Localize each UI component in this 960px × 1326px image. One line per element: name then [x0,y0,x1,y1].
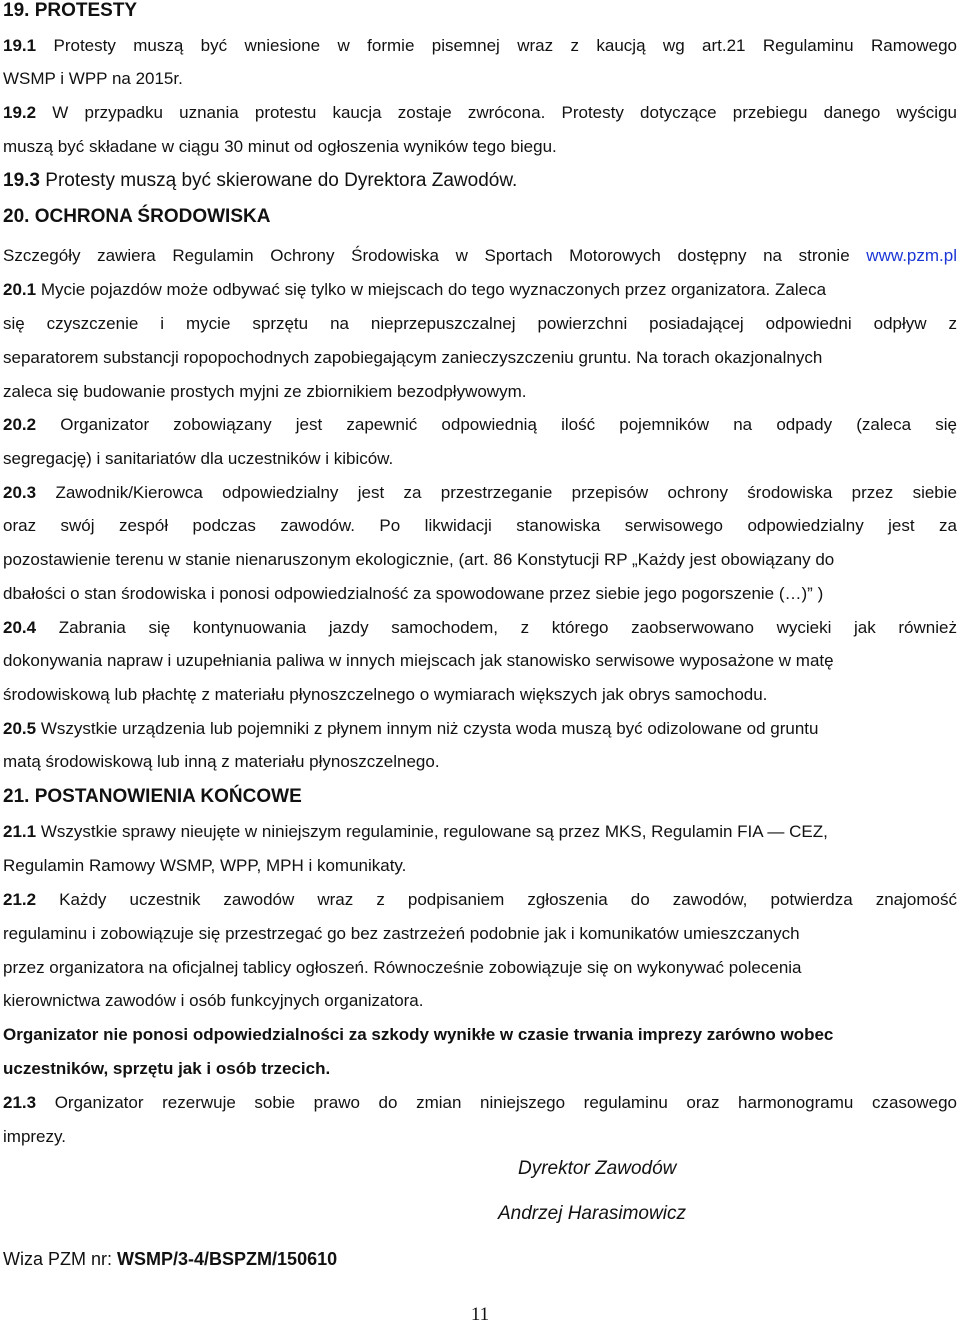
paragraph-number: 21.2 [3,890,37,909]
paragraph-number: 20.4 [3,618,37,637]
liability-statement-line-2: uczestników, sprzętu jak i osób trzecich. [3,1059,331,1078]
visa-label: Wiza PZM nr: [3,1249,113,1269]
paragraph-20-3-line-2: oraz swój zespół podczas zawodów. Po likwidacji stanowiska serwisowego odpowiedzialny jest za [3,516,957,535]
paragraph-21-1-line-1: 21.1 Wszystkie sprawy nieujęte w niniejszym regulaminie, regulowane są przez MKS, Regulamin FIA — CEZ, [3,822,828,841]
visa-number: WSMP/3-4/BSPZM/150610 [117,1249,338,1269]
paragraph-19-2-line-1: 19.2 W przypadku uznania protestu kaucja zostaje zwrócona. Protesty dotyczące przebiegu danego wyścigu [3,103,957,122]
paragraph-20-4-line-3: środowiskową lub płachtę z materiału płynoszczelnego o wymiarach większych jak obrys samochodu. [3,685,768,704]
paragraph-21-1-line-2: Regulamin Ramowy WSMP, WPP, MPH i komunikaty. [3,856,407,875]
paragraph-20-1-line-3: separatorem substancji ropopochodnych zapobiegającym zanieczyszczeniu gruntu. Na torach okazjonalnych [3,348,823,367]
paragraph-19-3: 19.3 Protesty muszą być skierowane do Dyrektora Zawodów. [3,170,518,191]
paragraph-19-1-line-2: WSMP i WPP na 2015r. [3,69,183,88]
paragraph-20-1-line-4: zaleca się budowanie prostych myjni ze zbiornikiem bezodpływowym. [3,382,527,401]
paragraph-number: 19.3 [3,170,40,191]
paragraph-20-1-line-1: 20.1 Mycie pojazdów może odbywać się tylko w miejscach do tego wyznaczonych przez organizatora. Zaleca [3,280,827,299]
section-21-heading: 21. POSTANOWIENIA KOŃCOWE [3,786,302,807]
paragraph-20-3-line-4: dbałości o stan środowiska i ponosi odpowiedzialność za spowodowane przez siebie jego pogorszenie (…)” ) [3,584,824,603]
section-20-heading: 20. OCHRONA ŚRODOWISKA [3,206,271,227]
paragraph-number: 20.1 [3,280,37,299]
paragraph-number: 21.1 [3,822,37,841]
paragraph-21-2-line-2: regulaminu i zobowiązuje się przestrzegać go bez zastrzeżeń podobnie jak i komunikatów umieszczanych [3,924,800,943]
paragraph-number: 20.5 [3,719,37,738]
paragraph-20-4-line-2: dokonywania napraw i uzupełniania paliwa w innych miejscach jak stanowisko serwisowe wyposażone w matę [3,651,834,670]
paragraph-19-2-line-2: muszą być składane w ciągu 30 minut od ogłoszenia wyników tego biegu. [3,137,557,156]
paragraph-20-3-line-3: pozostawienie terenu w stanie nienaruszonym ekologicznie, (art. 86 Konstytucji RP „Każdy jest obowiązany do [3,550,835,569]
paragraph-number: 19.2 [3,103,37,122]
signature-title: Dyrektor Zawodów [518,1158,677,1179]
paragraph-20-2-line-2: segregację) i sanitariatów dla uczestników i kibiców. [3,449,394,468]
paragraph-21-2-line-1: 21.2 Każdy uczestnik zawodów wraz z podpisaniem zgłoszenia do zawodów, potwierdza znajomość [3,890,957,909]
signature-name: Andrzej Harasimowicz [498,1203,686,1224]
paragraph-21-3-line-2: imprezy. [3,1127,66,1146]
paragraph-20-4-line-1: 20.4 Zabrania się kontynuowania jazdy samochodem, z którego zaobserwowano wycieki jak również [3,618,957,637]
paragraph-20-2-line-1: 20.2 Organizator zobowiązany jest zapewnić odpowiednią ilość pojemników na odpady (zaleca się [3,415,957,434]
page-number: 11 [470,1304,490,1325]
paragraph-21-3-line-1: 21.3 Organizator rezerwuje sobie prawo do zmian niniejszego regulaminu oraz harmonogramu czasowego [3,1093,957,1112]
section-19-heading: 19. PROTESTY [3,0,138,21]
paragraph-number: 20.2 [3,415,37,434]
paragraph-20-3-line-1: 20.3 Zawodnik/Kierowca odpowiedzialny jest za przestrzeganie przepisów ochrony środowiska przez siebie [3,483,957,502]
pzm-visa [3,1248,957,1270]
pzm-link[interactable]: www.pzm.pl [866,246,957,265]
paragraph-20-5-line-1: 20.5 Wszystkie urządzenia lub pojemniki z płynem innym niż czysta woda muszą być odizolowane od gruntu [3,719,819,738]
paragraph-19-1-line-1: 19.1 Protesty muszą być wniesione w formie pisemnej wraz z kaucją wg art.21 Regulaminu Ramowego [3,36,957,55]
paragraph-number: 21.3 [3,1093,37,1112]
paragraph-21-2-line-4: kierownictwa zawodów i osób funkcyjnych organizatora. [3,991,424,1010]
paragraph-number: 19.1 [3,36,37,55]
paragraph-number: 20.3 [3,483,37,502]
liability-statement-line-1: Organizator nie ponosi odpowiedzialności za szkody wynikłe w czasie trwania imprezy zarówno wobec [3,1025,834,1044]
paragraph-21-2-line-3: przez organizatora na oficjalnej tablicy ogłoszeń. Równocześnie zobowiązuje się on wykonywać polecenia [3,958,802,977]
section-20-intro: Szczegóły zawiera Regulamin Ochrony Środowiska w Sportach Motorowych dostępny na stronie www.pzm.pl [3,246,957,265]
paragraph-20-1-line-2: się czyszczenie i mycie sprzętu na nieprzepuszczalnej powierzchni posiadającej odpowiedni odpływ z [3,314,957,333]
paragraph-20-5-line-2: matą środowiskową lub inną z materiału płynoszczelnego. [3,752,440,771]
